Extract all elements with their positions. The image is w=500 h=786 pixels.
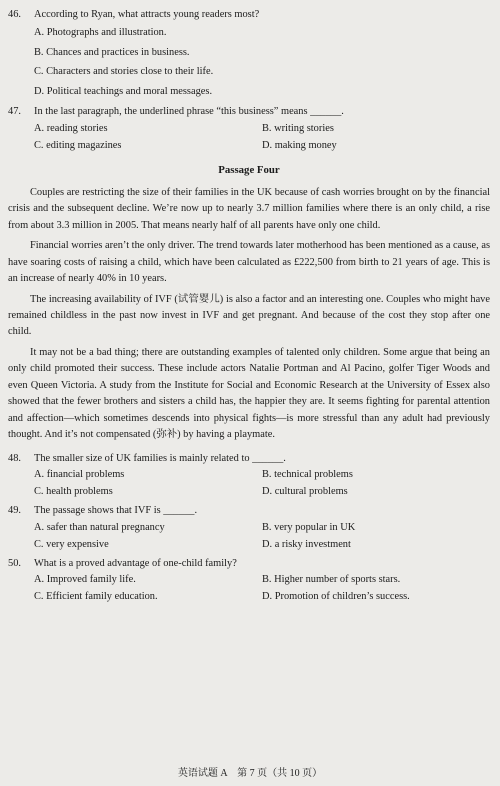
passage-title: Passage Four [218,163,280,176]
option-d[interactable]: D. Political teachings and moral messages. [34,86,213,98]
question-48 [8,452,490,466]
passage-paragraph-2: Financial worries aren’t the only driver. The trend towards later motherhood has been mentioned as a cause, as have soaring costs of raising a child, which have been calculated as £222,500 from birth to 21 years of age. This is an increase of nearly 40% in 10 years. [8,240,490,285]
option-a[interactable]: A. reading stories [34,122,108,134]
question-stem: According to Ryan, what attracts young readers most? [34,9,260,20]
option-a[interactable]: A. financial problems [34,469,125,481]
passage-paragraph-1: Couples are restricting the size of their families in the UK because of cash worries brought on by the financial crisis and the subsequent decline. We’re now up to nearly 3.7 million families where there is an only child, a rise from about 3.3 million in 2005. That means nearly half of all parents have only one child. [8,186,490,231]
passage-paragraph-4: It may not be a bad thing; there are outstanding examples of talented only children. Some argue that being an only child promoted their success. These include actors Natalie Portman and Al Pacino, golfer Tiger Woods and even Queen Victoria. A study from the Institute for Social and Economic Research at the University of Essex also showed that the fewer brothers and sisters a child has, the happier they are. It seems fighting for parental attention and affection—which sometimes descends into physical fights—is more stressful than any adult had previously thought. And it’s not compensated (弥补) by having a playmate. [8,346,490,441]
question-number: 46. [8,9,21,20]
option-d[interactable]: D. cultural problems [262,486,348,498]
question-number: 47. [8,106,21,118]
option-a[interactable]: A. safer than natural pregnancy [34,521,165,533]
question-47 [8,105,490,119]
option-b[interactable]: B. technical problems [262,469,353,481]
options-47 [34,122,490,153]
question-stem: The passage shows that IVF is ______. [34,505,198,517]
options-49 [34,521,490,552]
question-46 [8,8,490,22]
question-49 [8,504,490,518]
question-stem: What is a proved advantage of one-child family? [34,557,237,569]
options-48 [34,468,490,499]
option-b[interactable]: B. very popular in UK [262,521,356,533]
option-c[interactable]: C. Characters and stories close to their life. [34,66,214,78]
options-46 [34,26,490,99]
option-c[interactable]: C. editing magazines [34,139,122,151]
option-c[interactable]: C. health problems [34,486,113,498]
question-stem: The smaller size of UK families is mainly related to ______. [34,452,286,464]
option-d[interactable]: D. a risky investment [262,538,351,550]
option-a[interactable]: A. Improved family life. [34,574,136,586]
passage-paragraph-3: The increasing availability of IVF (试管婴儿) is also a factor and an interesting one. Couples who might have remained childless in the past now invest in IVF and get pregnant. And because of the cost they stop after one child. [8,293,490,338]
question-stem: In the last paragraph, the underlined phrase “this business” means ______. [34,106,344,118]
option-d[interactable]: D. making money [262,139,337,151]
option-c[interactable]: C. Efficient family education. [34,591,158,603]
option-a[interactable]: A. Photographs and illustration. [34,26,167,38]
question-number: 48. [8,452,21,464]
option-b[interactable]: B. writing stories [262,122,334,134]
options-50 [34,573,490,604]
option-c[interactable]: C. very expensive [34,538,109,550]
page-footer: 英语试题 A 第 7 页（共 10 页） [177,767,323,779]
option-b[interactable]: B. Higher number of sports stars. [262,574,401,586]
question-50 [8,557,490,571]
question-number: 49. [8,505,21,517]
option-b[interactable]: B. Chances and practices in business. [34,46,190,58]
question-number: 50. [8,557,21,569]
option-d[interactable]: D. Promotion of children’s success. [262,591,410,603]
